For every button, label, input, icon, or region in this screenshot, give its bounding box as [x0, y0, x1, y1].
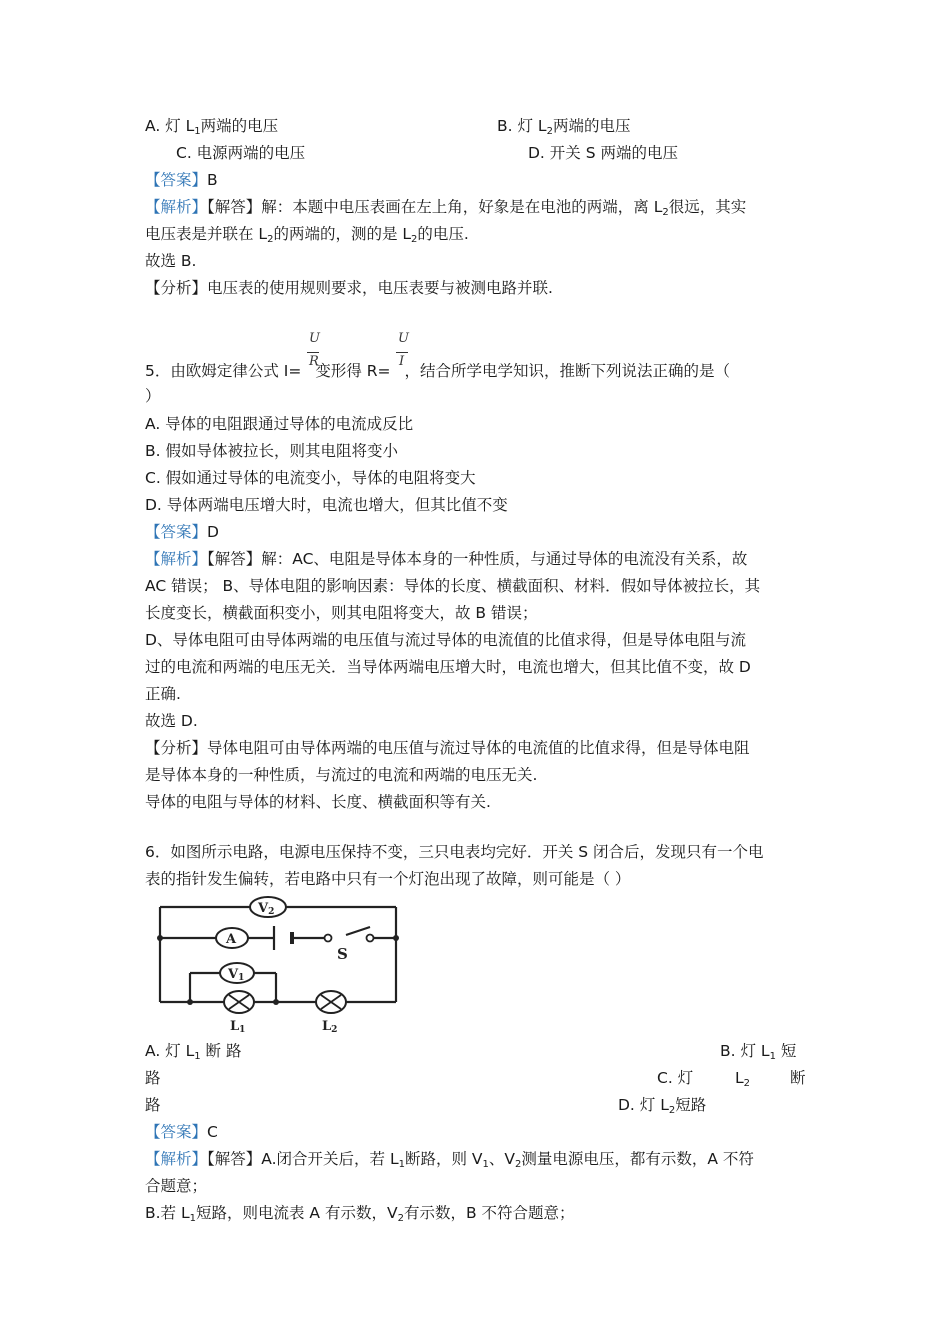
ammeter-a	[216, 928, 248, 948]
answer-tag: 【答案】	[145, 171, 208, 189]
q5-option-c: C. 假如通过导体的电流变小，导体的电阻将变大	[145, 469, 476, 487]
q6-option-b: B. 灯 $L_1$ 短	[720, 1042, 797, 1062]
svg-text:V1: V1	[228, 967, 245, 983]
circuit-diagram	[150, 892, 406, 1034]
q6-answer: 【答案】C	[145, 1123, 218, 1141]
q5-fenxi-line-3: 导体的电阻与导体的材料、长度、横截面积等有关.	[145, 793, 491, 811]
q5-answer: 【答案】D	[145, 523, 219, 541]
q4-option-d: D. 开关 S 两端的电压	[528, 144, 678, 162]
q5-stem-close: ）	[145, 387, 161, 405]
q4-option-b: B. 灯 $L_2$两端的电压	[497, 117, 631, 137]
q5-option-d: D. 导体两端电压增大时，电流也增大，但其比值不变	[145, 496, 508, 514]
fraction-2-bar	[396, 352, 408, 353]
q4-fenxi: 【分析】电压表的使用规则要求，电压表要与被测电路并联.	[145, 279, 553, 297]
svg-text:A: A	[226, 932, 237, 947]
q4-analysis-line-1: 【解析】【解答】解：本题中电压表画在左上角，好象是在电池的两端，离 $L_2$很远，其实	[145, 198, 747, 218]
svg-text:L1: L1	[230, 1019, 246, 1034]
q4-analysis-line-2: 电压表是并联在 $L_2$的两端的，测的是 $L_2$的电压.	[145, 225, 469, 245]
q6-analysis-line-3: B.若 $L_1$短路，则电流表 A 有示数，$V_2$有示数，B 不符合题意；	[145, 1204, 575, 1224]
q5-analysis-line-1: 【解析】【解答】解：AC、电阻是导体本身的一种性质，与通过导体的电流没有关系，故	[145, 550, 748, 568]
q5-analysis-line-4: D、导体电阻可由导体两端的电压值与流过导体的电流值的比值求得，但是导体电阻与流	[145, 631, 746, 649]
voltmeter-v2	[250, 897, 286, 917]
q5-fenxi-line-2: 是导体本身的一种性质，与流过的电流和两端的电压无关.	[145, 766, 538, 784]
q6-option-c-post: 断	[790, 1069, 806, 1087]
svg-text:L2: L2	[322, 1019, 338, 1034]
lamp-l1	[224, 991, 254, 1034]
q6-option-d: D. 灯 $L_2$短路	[618, 1096, 707, 1116]
voltmeter-v1	[220, 963, 254, 983]
q6-analysis-line-1: 【解析】【解答】A.闭合开关后，若 $L_1$断路，则 $V_1$、$V_2$测量电源电压，都有示数，A 不符	[145, 1150, 754, 1170]
q6-option-a: A. 灯 $L_1$ 断 路	[145, 1042, 242, 1062]
q6-option-b-wrap: 路	[145, 1069, 161, 1087]
fraction-2-denominator: I	[399, 354, 405, 369]
analysis-tag: 【解析】	[145, 1150, 208, 1168]
q5-analysis-line-5: 过的电流和两端的电压无关．当导体两端电压增大时，电流也增大，但其比值不变，故 D	[145, 658, 751, 676]
fraction-1-numerator: U	[309, 331, 320, 346]
q6-analysis-line-2: 合题意；	[145, 1177, 208, 1195]
fraction-2-numerator: U	[398, 331, 409, 346]
lamp-l2	[316, 991, 346, 1034]
q5-analysis-line-6: 正确.	[145, 685, 181, 703]
analysis-tag: 【解析】	[145, 550, 208, 568]
q5-analysis-line-3: 长度变长，横截面积变小，则其电阻将变大，故 B 错误；	[145, 604, 538, 622]
q6-stem-line-1: 6．如图所示电路，电源电压保持不变，三只电表均完好．开关 S 闭合后，发现只有一个电	[145, 843, 764, 861]
svg-text:V2: V2	[258, 901, 275, 917]
q6-stem-line-2: 表的指针发生偏转，若电路中只有一个灯泡出现了故障，则可能是（ ）	[145, 870, 631, 888]
fraction-1-denominator: R	[309, 354, 319, 369]
q6-option-c-l2: $L_2$	[735, 1069, 751, 1089]
answer-tag: 【答案】	[145, 1123, 208, 1141]
answer-tag: 【答案】	[145, 523, 208, 541]
q5-fenxi-line-1: 【分析】导体电阻可由导体两端的电压值与流过导体的电流值的比值求得，但是导体电阻	[145, 739, 750, 757]
q6-option-c: C. 灯	[657, 1069, 694, 1087]
q5-option-a: A. 导体的电阻跟通过导体的电流成反比	[145, 415, 414, 433]
q4-option-a: A. 灯 $L_1$两端的电压	[145, 117, 279, 137]
q5-option-b: B. 假如导体被拉长，则其电阻将变小	[145, 442, 398, 460]
q5-analysis-line-2: AC 错误； B、导体电阻的影响因素：导体的长度、横截面积、材料．假如导体被拉长，其	[145, 577, 761, 595]
fraction-1-bar	[307, 352, 319, 353]
q4-answer: 【答案】B	[145, 171, 218, 189]
q4-conclusion: 故选 B.	[145, 252, 197, 270]
svg-text:S: S	[337, 945, 348, 963]
q5-stem: 5．由欧姆定律公式 I= 变形得 R= ，结合所学电学知识，推断下列说法正确的是（	[145, 362, 731, 380]
q5-conclusion: 故选 D.	[145, 712, 198, 730]
analysis-tag: 【解析】	[145, 198, 208, 216]
q4-option-c: C. 电源两端的电压	[176, 144, 306, 162]
switch-s	[325, 935, 374, 964]
q6-option-c-wrap: 路	[145, 1096, 161, 1114]
